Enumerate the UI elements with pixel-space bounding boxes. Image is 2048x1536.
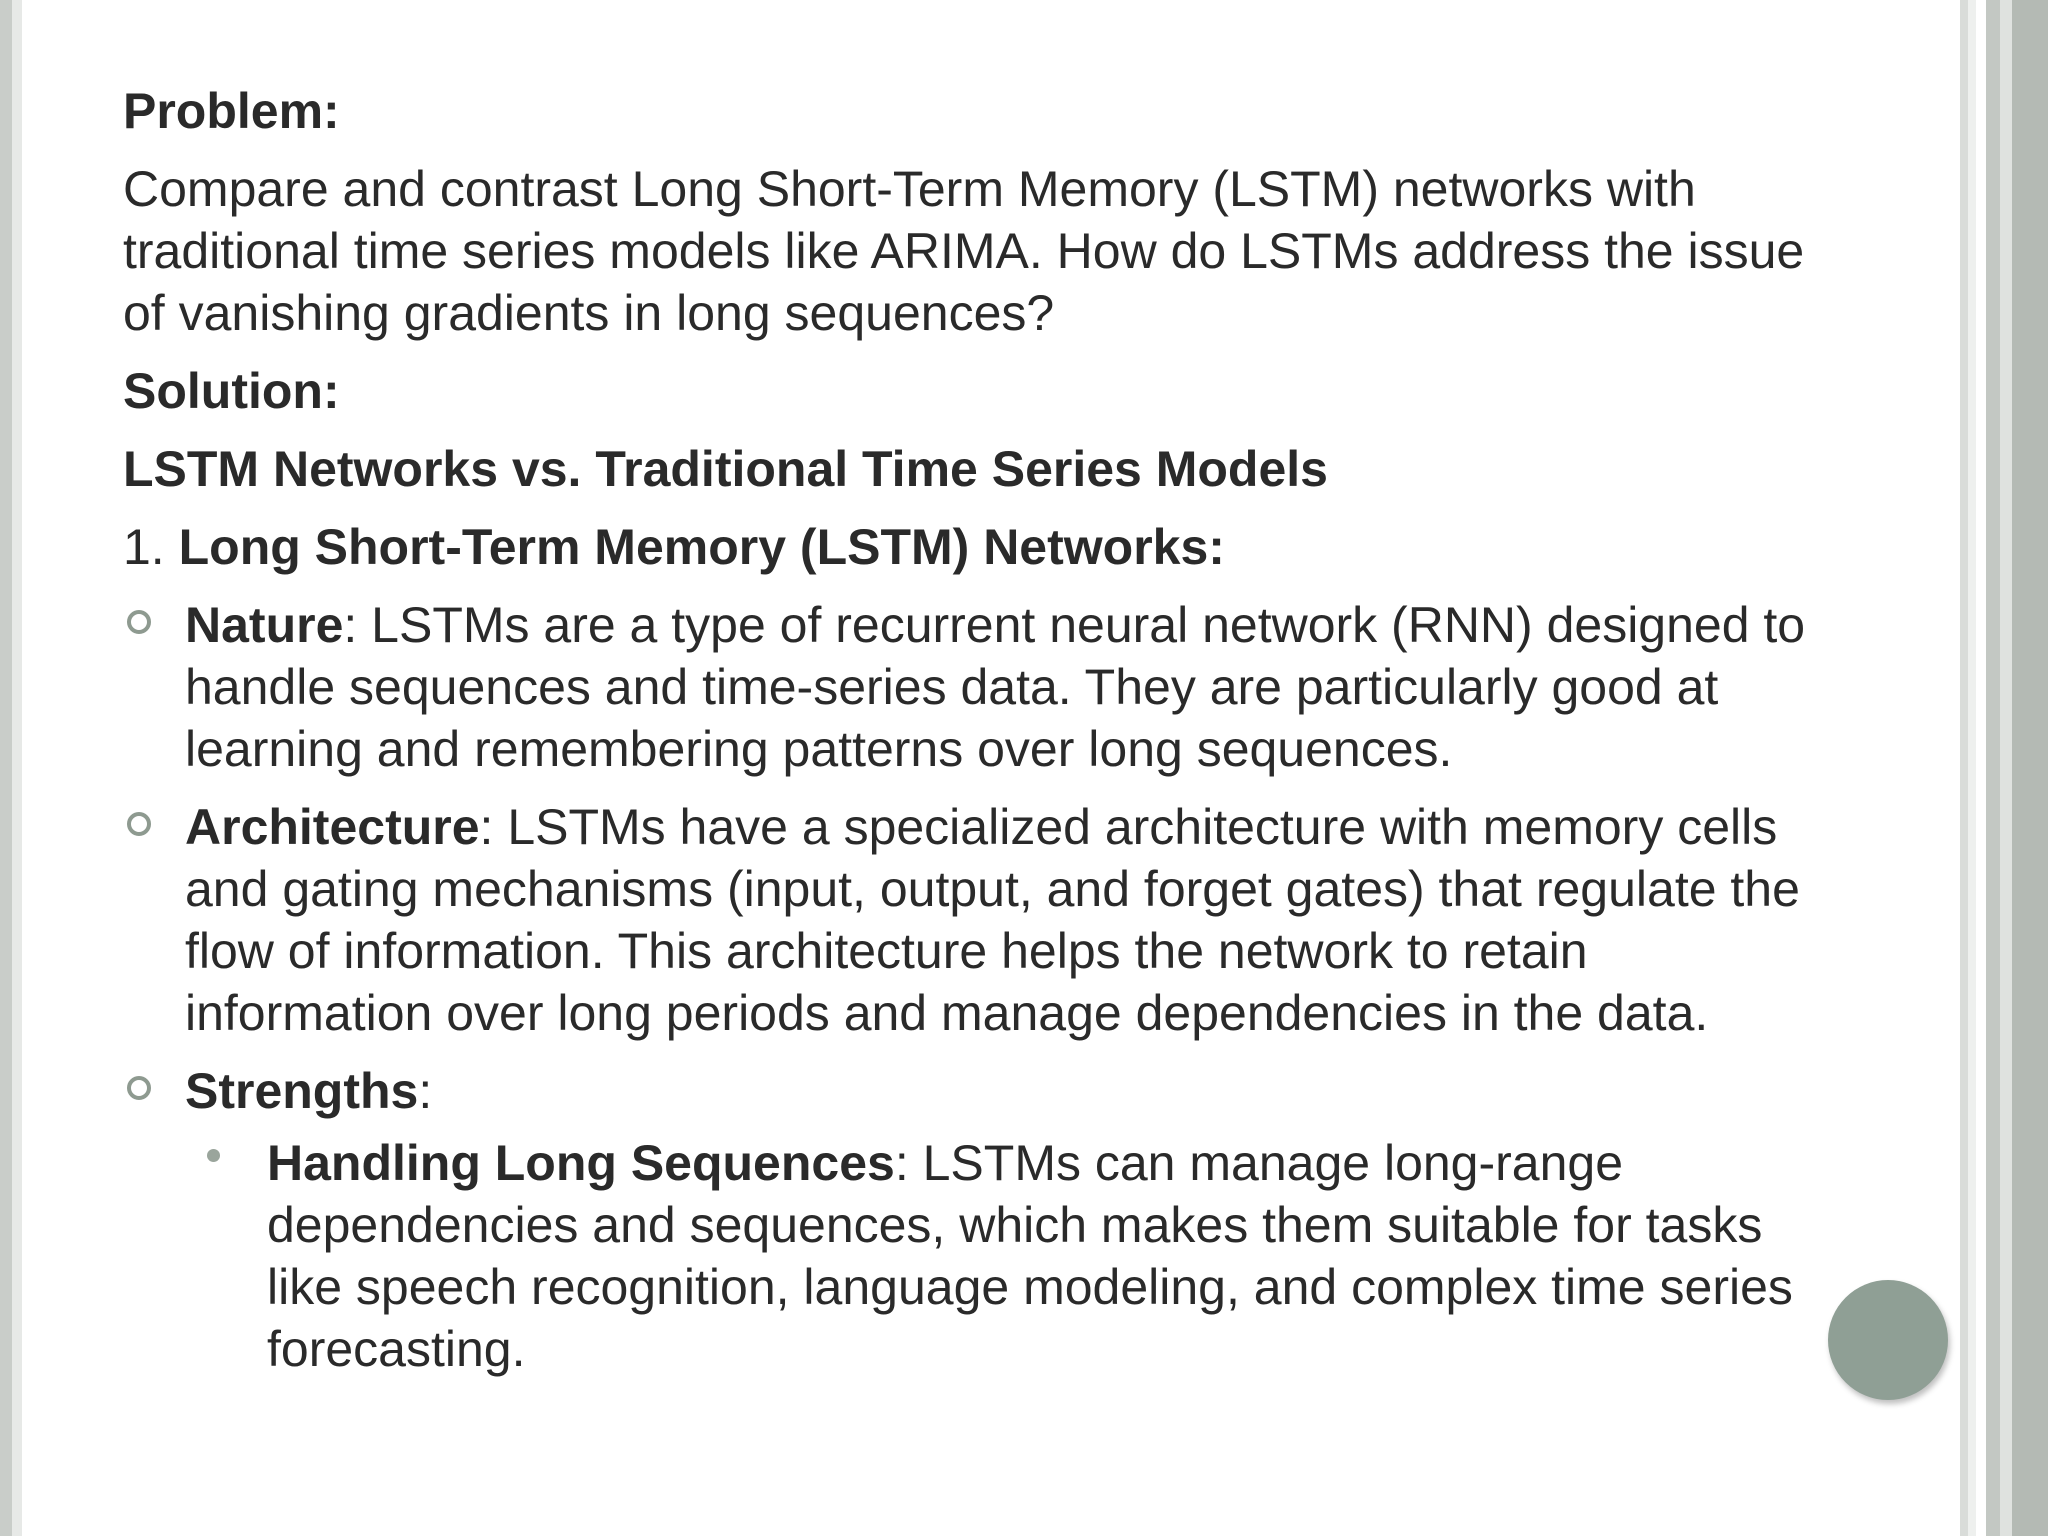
bullet-text: : LSTMs are a type of recurrent neural network (RNN) designed to handle sequences and time-series data. They are particularly good at learning and remembering patterns over long sequences. [185,597,1806,777]
problem-text: Compare and contrast Long Short-Term Memory (LSTM) networks with traditional time series models like ARIMA. How do LSTMs address the issue of vanishing gradients in long sequences? [123,161,1805,341]
problem-heading: Problem: [123,83,340,139]
bullet-text: : [418,1063,433,1119]
ring-bullet-icon [127,1076,151,1100]
dot-bullet-icon [207,1149,220,1162]
sub-bullet-term: Handling Long Sequences [267,1135,895,1191]
ring-bullet-icon [127,610,151,634]
bullet-architecture [123,796,1823,1044]
bullet-term: Nature [185,597,344,653]
section-1-title [123,516,1823,578]
ring-bullet-icon [127,812,151,836]
sub-bullet-long-sequences [185,1132,1823,1380]
left-border-decoration [0,0,22,1536]
bullet-strengths [123,1060,1823,1380]
bullet-term: Architecture [185,799,480,855]
circle-decoration [1828,1280,1948,1400]
bullet-nature [123,594,1823,780]
section-number: 1. [123,519,165,575]
solution-heading: Solution: [123,363,340,419]
slide-content [123,80,1823,1396]
sub-bullet-list [185,1132,1823,1380]
solution-subheading: LSTM Networks vs. Traditional Time Series Models [123,441,1328,497]
bullet-list [123,594,1823,1380]
section-label: Long Short-Term Memory (LSTM) Networks: [178,519,1225,575]
bullet-text: : LSTMs have a specialized architecture with memory cells and gating mechanisms (input, output, and forget gates) that regulate the flow of information. This architecture helps the network to retain information over long periods and manage dependencies in the data. [185,799,1800,1041]
right-bar-decoration [1960,0,2048,1536]
sub-bullet-text: : LSTMs can manage long-range dependencies and sequences, which makes them suitable for tasks like speech recognition, language modeling, and complex time series forecasting. [267,1135,1793,1377]
bullet-term: Strengths [185,1063,419,1119]
